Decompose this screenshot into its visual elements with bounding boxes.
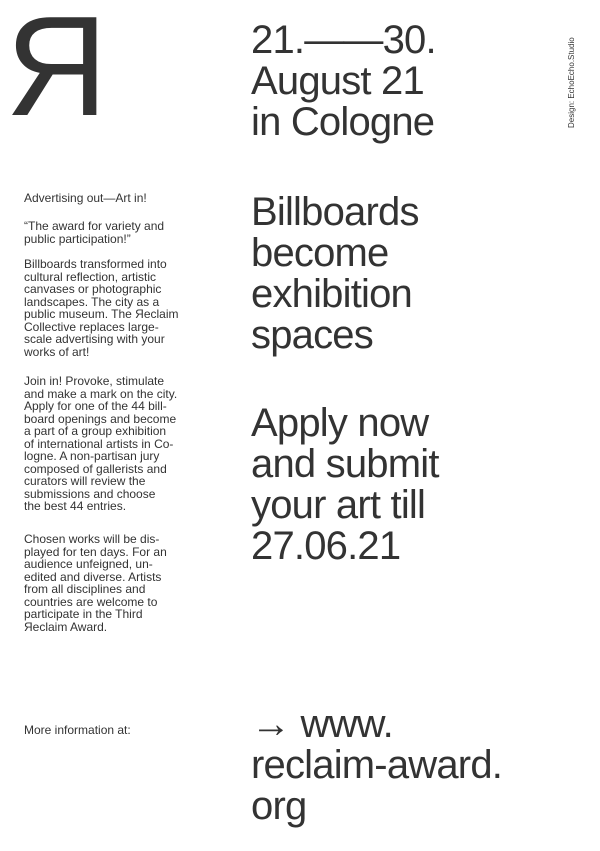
paragraph-line: scale advertising with your — [24, 332, 165, 346]
paragraph-line: cultural reflection, artistic — [24, 269, 157, 284]
dates-line: August 21 — [251, 59, 424, 103]
paragraph-line: played for ten days. For an — [24, 544, 167, 559]
apply-call — [251, 403, 439, 567]
paragraph-line: public museum. The Яeclaim — [24, 307, 179, 321]
paragraph-line: Apply for one of the 44 bill- — [24, 399, 167, 413]
paragraph-line: and make a mark on the city. — [24, 386, 178, 401]
apply-line: Apply now — [251, 401, 429, 445]
headline-line: Billboards — [251, 190, 419, 234]
apply-line: and submit — [251, 442, 439, 486]
paragraph-line: logne. A non-partisan jury — [24, 449, 160, 463]
website-link[interactable] — [251, 704, 502, 827]
paragraph-line: Collective replaces large- — [24, 319, 159, 334]
paragraph-line: landscapes. The city as a — [24, 294, 160, 309]
reclaim-logo: R — [7, 0, 108, 146]
design-credit: Design: EchoEcho.Studio — [567, 37, 576, 128]
paragraph-line: from all disciplines and — [24, 582, 146, 596]
paragraph-line: Chosen works will be dis- — [24, 532, 160, 546]
paragraph-line: submissions and choose — [24, 486, 156, 501]
url-line[interactable]: org — [251, 784, 307, 828]
participation-paragraph — [24, 375, 204, 513]
paragraph-line: the best 44 entries. — [24, 499, 127, 513]
quote-line: public participation!” — [24, 231, 131, 246]
paragraph-line: participate in the Third — [24, 607, 143, 621]
paragraph-line: Яeclaim Award. — [24, 619, 108, 634]
paragraph-line: canvases or photographic — [24, 282, 162, 296]
paragraph-line: board openings and become — [24, 411, 177, 426]
event-dates — [251, 20, 436, 143]
paragraph-line: audience unfeigned, un- — [24, 557, 153, 571]
paragraph-line: composed of gallerists and — [24, 461, 167, 476]
intro-line: Advertising out—Art in! — [24, 191, 147, 205]
paragraph-line: Billboards transformed into — [24, 257, 167, 271]
paragraph-line: edited and diverse. Artists — [24, 569, 162, 584]
paragraph-line: of international artists in Co- — [24, 436, 174, 451]
url-line[interactable]: reclaim-award. — [251, 743, 503, 787]
headline — [251, 192, 419, 356]
paragraph-line: works of art! — [24, 344, 90, 359]
more-info-line: More information at: — [24, 723, 131, 737]
dates-line: 21.——30. — [251, 18, 436, 62]
headline-line: become — [251, 231, 389, 275]
description-paragraph — [24, 258, 204, 358]
more-info-label — [24, 724, 204, 737]
headline-line: exhibition — [251, 272, 413, 316]
paragraph-line: Join in! Provoke, stimulate — [24, 374, 165, 388]
intro-text — [24, 192, 204, 205]
headline-line: spaces — [251, 313, 373, 357]
award-quote — [24, 220, 204, 245]
paragraph-line: curators will review the — [24, 474, 146, 488]
url-line[interactable]: → www. — [251, 702, 393, 746]
paragraph-line: countries are welcome to — [24, 594, 158, 609]
paragraph-line: a part of a group exhibition — [24, 424, 167, 438]
quote-line: “The award for variety and — [24, 219, 165, 233]
apply-line: 27.06.21 — [251, 524, 401, 568]
dates-line: in Cologne — [251, 100, 435, 144]
selection-paragraph — [24, 533, 204, 633]
apply-line: your art till — [251, 483, 426, 527]
